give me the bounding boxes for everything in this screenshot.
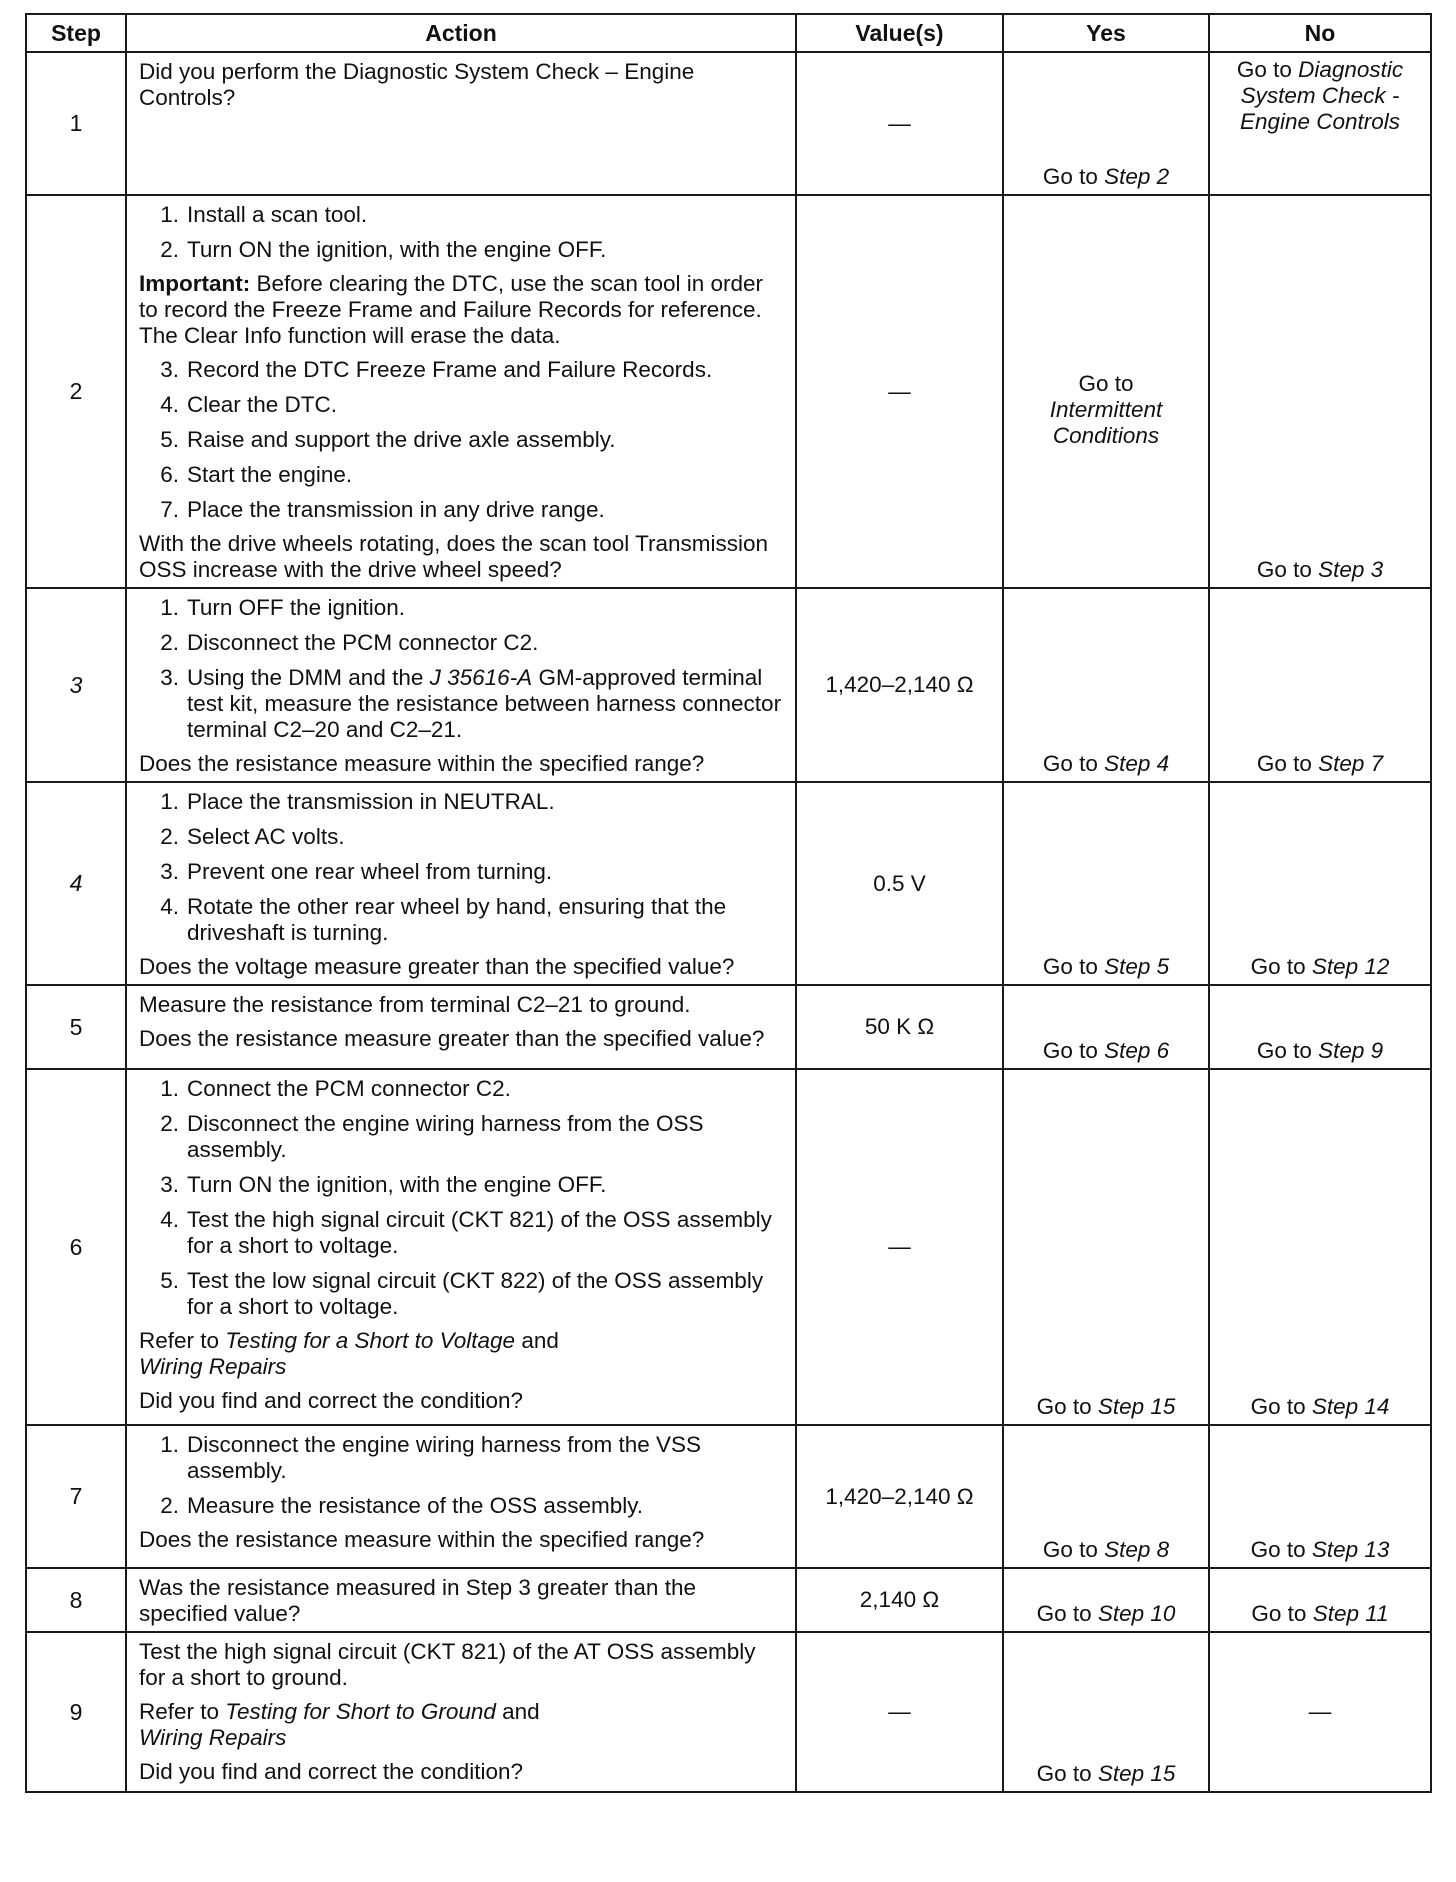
- list-item: 5. Raise and support the drive axle assembly.: [160, 427, 616, 452]
- list-item: 1. Place the transmission in NEUTRAL.: [160, 789, 555, 814]
- header-values: Value(s): [796, 14, 1003, 52]
- goto-prefix: Go to: [1042, 1038, 1105, 1063]
- step-link[interactable]: Step 11: [1312, 1601, 1389, 1626]
- yes-cell[interactable]: [1003, 985, 1209, 1069]
- header-action: Action: [126, 14, 796, 52]
- action-cell: [126, 1069, 796, 1425]
- list-item: 1. Turn OFF the ignition.: [160, 595, 406, 620]
- goto-prefix: Go to: [1256, 557, 1319, 582]
- table-row: [26, 588, 1431, 782]
- action-text: Measure the resistance from terminal C2–21 to ground.: [139, 992, 691, 1017]
- list-item: 2. Turn ON the ignition, with the engine OFF.: [160, 237, 607, 262]
- table-row: [26, 195, 1431, 588]
- no-cell[interactable]: [1209, 195, 1431, 588]
- value-cell: 1,420–2,140 Ω: [796, 1425, 1003, 1568]
- list-item: 6. Start the engine.: [160, 462, 353, 487]
- step-link[interactable]: Step 9: [1318, 1038, 1384, 1063]
- step-number: 9: [26, 1632, 126, 1792]
- step-link[interactable]: Step 12: [1311, 954, 1390, 979]
- value-cell: 2,140 Ω: [796, 1568, 1003, 1632]
- action-question: Does the resistance measure within the specified range?: [139, 1527, 705, 1552]
- list-item: 4. Clear the DTC.: [160, 392, 338, 417]
- goto-prefix: Go to: [1250, 1537, 1312, 1562]
- procedure-list: [139, 595, 785, 743]
- action-cell: [126, 588, 796, 782]
- list-item: 3. Prevent one rear wheel from turning.: [160, 859, 553, 884]
- header-step: Step: [26, 14, 126, 52]
- action-question: Does the resistance measure greater than the specified value?: [139, 1026, 765, 1051]
- action-cell: [126, 782, 796, 985]
- yes-cell[interactable]: [1003, 1632, 1209, 1792]
- goto-prefix: Go to: [1251, 1601, 1313, 1626]
- step-number: 5: [26, 985, 126, 1069]
- goto-prefix: Go to: [1250, 954, 1312, 979]
- step-number: 8: [26, 1568, 126, 1632]
- step-link[interactable]: Step 13: [1311, 1537, 1390, 1562]
- action-cell: [126, 1425, 796, 1568]
- list-item: 3. Turn ON the ignition, with the engine OFF.: [160, 1172, 607, 1197]
- list-item: 1. Install a scan tool.: [160, 202, 368, 227]
- table-row: [26, 985, 1431, 1069]
- step-link[interactable]: Step 2: [1104, 164, 1170, 189]
- list-item: 2. Select AC volts.: [160, 824, 345, 849]
- wiring-repairs-link[interactable]: Wiring Repairs: [139, 1725, 287, 1750]
- yes-cell[interactable]: [1003, 52, 1209, 195]
- yes-cell[interactable]: [1003, 588, 1209, 782]
- wiring-repairs-link[interactable]: Wiring Repairs: [139, 1354, 287, 1379]
- goto-prefix: Go to: [1036, 1601, 1098, 1626]
- step-link[interactable]: Step 3: [1318, 557, 1384, 582]
- goto-prefix: Go to: [1256, 751, 1319, 776]
- value-cell: 0.5 V: [796, 782, 1003, 985]
- header-row: [26, 14, 1431, 52]
- yes-cell[interactable]: [1003, 1568, 1209, 1632]
- step-number: 4: [26, 782, 126, 985]
- no-cell[interactable]: [1209, 782, 1431, 985]
- step-link[interactable]: Step 6: [1104, 1038, 1170, 1063]
- table-row: [26, 1632, 1431, 1792]
- goto-prefix: Go to: [1036, 1394, 1098, 1419]
- tool-reference: J 35616-A: [429, 665, 533, 690]
- refer-note: Refer to Testing for Short to Ground and Wiring Repairs: [139, 1699, 540, 1750]
- diagnostic-table: [25, 13, 1432, 1793]
- goto-prefix: Go to: [1036, 1761, 1098, 1786]
- value-cell: 50 K Ω: [796, 985, 1003, 1069]
- goto-prefix: Go to: [1078, 370, 1134, 396]
- value-cell: —: [796, 1069, 1003, 1425]
- no-cell[interactable]: [1209, 985, 1431, 1069]
- list-item: 2. Disconnect the PCM connector C2.: [160, 630, 539, 655]
- list-item: 4. Test the high signal circuit (CKT 821) of the OSS assembly for a short to voltage.: [160, 1207, 772, 1258]
- procedure-list: [139, 202, 785, 263]
- action-cell: [126, 195, 796, 588]
- no-cell[interactable]: [1209, 52, 1431, 195]
- step-link[interactable]: Step 10: [1097, 1601, 1176, 1626]
- list-item: 1. Disconnect the engine wiring harness from the VSS assembly.: [160, 1432, 702, 1483]
- goto-prefix: Go to: [1042, 954, 1105, 979]
- action-question: Does the voltage measure greater than the specified value?: [139, 954, 735, 979]
- step-link[interactable]: Step 15: [1097, 1394, 1176, 1419]
- table-row: [26, 1425, 1431, 1568]
- table-row: [26, 1568, 1431, 1632]
- goto-prefix: Go to: [1042, 1537, 1105, 1562]
- yes-cell[interactable]: [1003, 195, 1209, 588]
- table-row: [26, 782, 1431, 985]
- action-text: Did you perform the Diagnostic System Check – Engine Controls?: [139, 59, 695, 110]
- procedure-list: [139, 357, 785, 523]
- value-cell: —: [796, 195, 1003, 588]
- yes-cell[interactable]: [1003, 1069, 1209, 1425]
- list-item: 1. Connect the PCM connector C2.: [160, 1076, 511, 1101]
- yes-cell[interactable]: [1003, 1425, 1209, 1568]
- diagnostic-system-check-link[interactable]: Diagnostic System Check - Engine Controls: [1239, 57, 1404, 134]
- step-number: 6: [26, 1069, 126, 1425]
- goto-prefix: Go to: [1042, 751, 1105, 776]
- no-cell[interactable]: [1209, 1568, 1431, 1632]
- short-to-ground-link[interactable]: Testing for Short to Ground: [225, 1699, 496, 1724]
- list-item: 5. Test the low signal circuit (CKT 822) of the OSS assembly for a short to voltage.: [160, 1268, 764, 1319]
- action-question: Did you find and correct the condition?: [139, 1388, 523, 1413]
- refer-note: Refer to Testing for a Short to Voltage and Wiring Repairs: [139, 1328, 559, 1379]
- step-link[interactable]: Step 5: [1104, 954, 1170, 979]
- action-question: With the drive wheels rotating, does the scan tool Transmission OSS increase with the drive wheel speed?: [139, 531, 769, 582]
- no-cell: —: [1209, 1632, 1431, 1792]
- value-cell: —: [796, 1632, 1003, 1792]
- action-question: Does the resistance measure within the specified range?: [139, 751, 705, 776]
- action-text: Test the high signal circuit (CKT 821) of the AT OSS assembly for a short to ground.: [139, 1639, 756, 1690]
- procedure-list: [139, 1076, 785, 1320]
- list-item: 2. Measure the resistance of the OSS assembly.: [160, 1493, 644, 1518]
- list-item: 7. Place the transmission in any drive range.: [160, 497, 605, 522]
- goto-prefix: Go to: [1250, 1394, 1312, 1419]
- step-link[interactable]: Step 14: [1311, 1394, 1390, 1419]
- goto-prefix: Go to: [1256, 1038, 1319, 1063]
- no-cell[interactable]: [1209, 1425, 1431, 1568]
- step-number: 2: [26, 195, 126, 588]
- action-cell: [126, 1568, 796, 1632]
- header-yes: Yes: [1003, 14, 1209, 52]
- step-link[interactable]: Step 7: [1318, 751, 1384, 776]
- list-item: 3. Record the DTC Freeze Frame and Failure Records.: [160, 357, 713, 382]
- step-number: 3: [26, 588, 126, 782]
- step-link[interactable]: Step 4: [1104, 751, 1170, 776]
- list-item: 4. Rotate the other rear wheel by hand, ensuring that the driveshaft is turning.: [160, 894, 727, 945]
- intermittent-conditions-link[interactable]: Intermittent Conditions: [1049, 396, 1163, 448]
- goto-prefix: Go to: [1236, 57, 1299, 82]
- action-cell: [126, 1632, 796, 1792]
- yes-cell[interactable]: [1003, 782, 1209, 985]
- no-cell[interactable]: [1209, 588, 1431, 782]
- goto-prefix: Go to: [1042, 164, 1105, 189]
- header-no: No: [1209, 14, 1431, 52]
- step-link[interactable]: Step 8: [1104, 1537, 1170, 1562]
- procedure-list: [139, 789, 785, 946]
- no-cell[interactable]: [1209, 1069, 1431, 1425]
- step-number: 1: [26, 52, 126, 195]
- table-row: [26, 1069, 1431, 1425]
- list-item: 2. Disconnect the engine wiring harness from the OSS assembly.: [160, 1111, 704, 1162]
- step-number: 7: [26, 1425, 126, 1568]
- list-item: 3. Using the DMM and the J 35616-A GM-approved terminal test kit, measure the resistance between harness connector terminal C2–20 and C2–21.: [160, 665, 782, 742]
- action-question: Was the resistance measured in Step 3 greater than the specified value?: [139, 1575, 696, 1626]
- action-cell: [126, 52, 796, 195]
- step-link[interactable]: Step 15: [1097, 1761, 1176, 1786]
- action-cell: [126, 985, 796, 1069]
- value-cell: —: [796, 52, 1003, 195]
- value-cell: 1,420–2,140 Ω: [796, 588, 1003, 782]
- important-note: Important: Before clearing the DTC, use the scan tool in order to record the Freeze Frame and Failure Records for reference. The Clear Info function will erase the data.: [139, 271, 764, 348]
- procedure-list: [139, 1432, 785, 1519]
- short-to-voltage-link[interactable]: Testing for a Short to Voltage: [225, 1328, 516, 1353]
- table-row: [26, 52, 1431, 195]
- action-question: Did you find and correct the condition?: [139, 1759, 523, 1784]
